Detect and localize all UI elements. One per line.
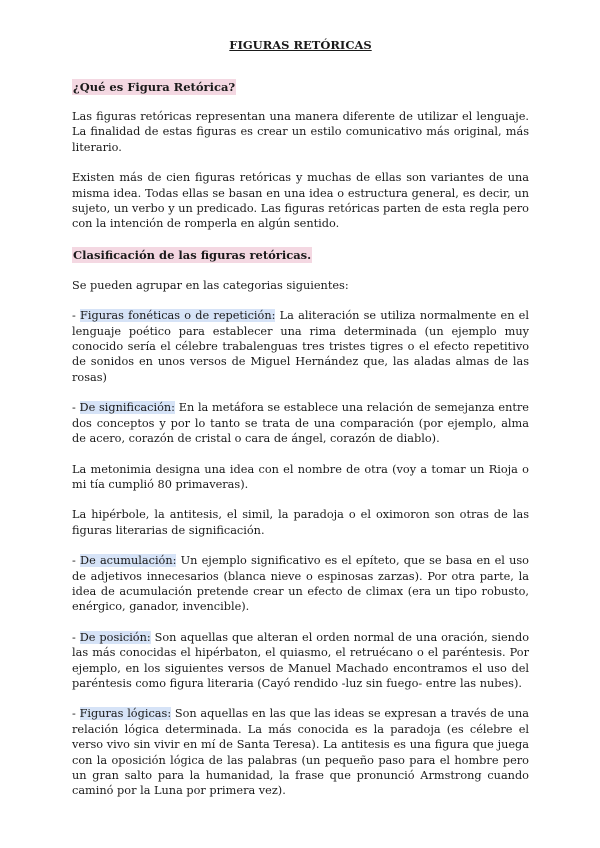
term-foneticas: Figuras fonéticas o de repetición: (80, 309, 276, 323)
term-acumulacion: De acumulación: (80, 554, 177, 568)
item-dash: - (72, 401, 80, 415)
document-title: FIGURAS RETÓRICAS (229, 38, 372, 52)
item-posicion (72, 630, 529, 692)
item-dash: - (72, 630, 80, 644)
item-significacion (72, 400, 529, 446)
item-acumulacion (72, 553, 529, 615)
item-foneticas (72, 308, 529, 385)
item-dash: - (72, 707, 80, 721)
paragraph-definition: Las figuras retóricas representan una manera diferente de utilizar el lenguaje. La finalidad de estas figuras es crear un estilo comunicativo más original, más literario. (72, 110, 529, 154)
term-posicion: De posición: (79, 630, 151, 644)
item-text: Son aquellas que alteran el orden normal de una oración, siendo las más conocidas el hipérbaton, el quiasmo, el retruécano o el paréntesis. Por ejemplo, en los siguientes versos de Manuel Machado encontramos el uso del paréntesis como figura literaria (Cayó rendido -luz sin fuego- entre las nubes). (72, 630, 529, 690)
paragraph-intro: Se pueden agrupar en las categorias siguientes: (72, 278, 349, 292)
item-dash: - (72, 309, 81, 323)
item-dash: - (72, 554, 81, 568)
section-heading-que-es (72, 80, 529, 95)
term-significacion: De significación: (79, 401, 175, 415)
item-text: En la metáfora se establece una relación de semejanza entre dos conceptos y por lo tanto se trata de una comparación (por ejemplo, alma de acero, corazón de cristal o cara de ángel, corazón de diablo). (72, 401, 529, 446)
section-heading-clasificacion (72, 248, 529, 263)
item-text: La aliteración se utiliza normalmente en el lenguaje poético para establecer una rima determinada (un ejemplo muy conocido sería el célebre trabalenguas tres tristes tigres o el efecto repetitivo de sonidos en unos versos de Miguel Hernández que, las aladas almas de las rosas) (72, 309, 529, 384)
heading-highlight: ¿Qué es Figura Retórica? (73, 80, 236, 94)
item-logicas (72, 706, 529, 798)
paragraph-existen: Existen más de cien figuras retóricas y muchas de ellas son variantes de una misma idea. Todas ellas se basan en una idea o estructura general, es decir, un sujeto, un verbo y un predicado. Las figuras retóricas parten de esta regla pero con la intención de romperla en algún sentido. (72, 171, 529, 231)
term-logicas: Figuras lógicas: (79, 707, 172, 721)
paragraph-hiperbole: La hipérbole, la antitesis, el simil, la paradoja o el oximoron son otras de las figuras literarias de significación. (72, 508, 529, 537)
item-text: Un ejemplo significativo es el epíteto, que se basa en el uso de adjetivos innecesarios (blanca nieve o espinosas zarzas). Por otra parte, la idea de acumulación pretende crear un efecto de climax (era un tipo robusto, enérgico, ganador, invencible). (72, 554, 529, 614)
heading-highlight: Clasificación de las figuras retóricas. (73, 247, 312, 262)
paragraph-metonimia: La metonimia designa una idea con el nombre de otra (voy a tomar un Rioja o mi tía cumplió 80 primaveras). (72, 462, 529, 491)
item-text: Son aquellas en las que las ideas se expresan a través de una relación lógica determinada. La más conocida es la paradoja (es célebre el verso vivo sin vivir en mí de Santa Teresa). La antitesis es una figura que juega con la oposición lógica de las palabras (un pequeño paso para el hombre pero un gran salto para la humanidad, la frase que pronunció Armstrong cuando caminó por la Luna por primera vez). (72, 707, 529, 798)
